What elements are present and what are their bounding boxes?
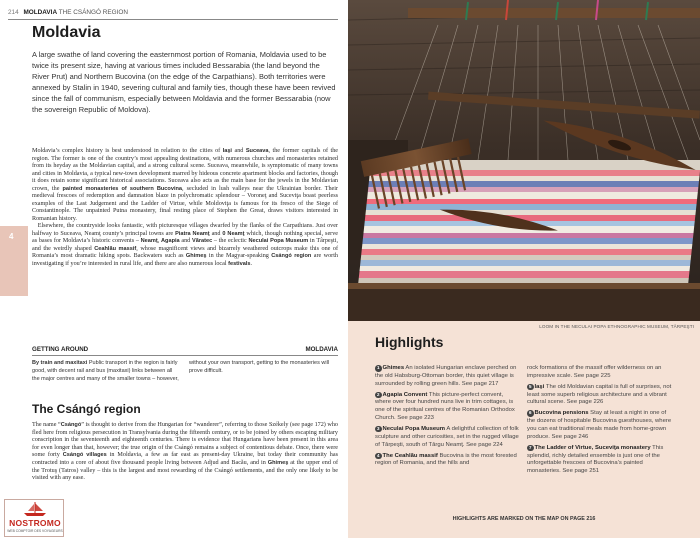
bold-term: Văratec <box>191 238 213 244</box>
section-title: The Csángó region <box>32 402 141 416</box>
bold-term: Neamţ <box>140 238 158 244</box>
text-run: in Moldavia, a few as far east as present-day Ukraine, but today their community has contracted into a core of about five thousand people living between Adjud and Bacău, and in <box>32 452 338 466</box>
running-head-section: MOLDAVIA <box>23 9 58 16</box>
bold-term: festivals <box>228 260 251 267</box>
watermark-logo <box>4 499 64 537</box>
text-run: , the former capitals of the region. The former is one of the country’s most appealing destinations, with numerous churches and monasteries retained from its heyday as the Moldavian capital, and a strong cultural scene. Suceava, meanwhile, is symptomatic of many towns and cities in Moldavia, a typical new-town development marred by hideous concrete apartment blocks and factories, though it does retain some significant historical associations. Suceava also acts as the main base for the jewels in the Moldavian crown, the <box>32 148 338 192</box>
highlight-item <box>527 384 672 407</box>
highlight-name: Neculai Popa Museum <box>382 425 446 432</box>
bold-term: Suceava <box>245 148 269 154</box>
highlight-item <box>527 410 672 441</box>
highlights-title: Highlights <box>375 334 444 350</box>
highlight-number: 7 <box>528 444 532 450</box>
text-run: and <box>209 230 223 237</box>
text-run: The name “ <box>32 422 61 428</box>
highlight-number: 3 <box>376 425 380 431</box>
page-title: Moldavia <box>32 24 101 41</box>
highlight-text: This picture-perfect convent, where over four hundred nuns live in trim cottages, is one of the spiritual centres of the Romanian Orthodox Church. See page 223 <box>375 391 515 421</box>
highlight-text: The old Moldavian capital is full of surprises, not least some superb religious architecture and a vibrant cultural scene. See page 226 <box>527 383 672 406</box>
section-body-text <box>32 422 338 483</box>
bold-term: Csángó <box>60 422 82 428</box>
logo-tagline: WEB COMPTOIR DES VOYAGEURS <box>7 529 63 533</box>
bold-term: Ghimeş <box>267 459 289 466</box>
bold-term: Csángó region <box>271 253 312 259</box>
highlight-name: The Ladder of Virtue, Suceviţa monastery <box>534 444 651 451</box>
running-head-subsection: THE CSÁNGÓ REGION <box>58 9 128 16</box>
getting-around-region: MOLDAVIA <box>305 346 338 353</box>
right-page <box>348 0 700 538</box>
highlight-item <box>375 392 520 423</box>
bold-term: Ceahlău massif <box>94 245 137 252</box>
highlight-number: 1 <box>376 365 380 370</box>
highlights-column-1 <box>375 365 520 471</box>
highlight-number: 2 <box>376 391 380 397</box>
highlight-name: Ghimes <box>382 365 405 371</box>
text-run: at the upper end of the Trotuş (Tatros) valley – this is the largest and most rewarding of the Csángó settlements, and the only one likely to be visited with any ease. <box>32 459 338 482</box>
highlight-text: This splendid, richly detailed ensemble is just one of the unforgettable frescoes of Bucovina’s painted monasteries. See page 251 <box>527 444 664 475</box>
page-number: 214 <box>8 9 19 16</box>
highlight-text: An isolated Hungarian enclave perched on the old Habsburg-Ottoman border, this quiet village is surrounded by rolling green hills. See page 217 <box>375 365 517 387</box>
getting-around-lead: By train and maxitaxi <box>32 360 88 366</box>
highlight-text: Bucovina is the most forested region of Romania, and the hills and <box>375 452 517 467</box>
highlight-number: 4 <box>376 452 380 458</box>
text-run: and <box>232 148 246 154</box>
bold-term: Iaşi <box>222 148 232 154</box>
photo-caption: LOOM IN THE NECULAI POPA ETHNOGRAPHIC MUSEUM, TÂRPEŞTI <box>539 324 694 329</box>
bold-term: Ghimeş <box>185 253 207 259</box>
highlight-item <box>527 445 672 476</box>
chapter-tab <box>0 226 28 296</box>
intro-paragraph: A large swathe of land covering the easternmost portion of Romania, Moldavia used to be twice its present size, having at various times included Bessarabia (the land beyond the River Prut) and Northern Bucovina (on the edge of the Carpathians). Both territories were annexed by Stalin in 1940, severing cultural and family ties, though these have been revived since the fall of communism, especially between Moldavia and the former Bessarabia (now the sovereign Republic of Moldova). <box>32 50 336 115</box>
highlight-text: rock formations of the massif offer wilderness on an impressive scale. See page 225 <box>527 365 662 379</box>
left-page <box>0 0 348 538</box>
loom-photo <box>348 0 700 321</box>
running-head <box>8 9 128 16</box>
text-run: – the eclectic <box>212 238 249 244</box>
highlight-name: Iaşi <box>534 383 545 390</box>
text-run: Moldavia’s complex history is best understood in relation to the cities of <box>32 148 223 154</box>
text-run: Elsewhere, the countryside looks fantastic, with picturesque villages dwarfed by the flanks of the Carpathians. Just over halfway to Suceava, Neamţ county’s principal towns are <box>32 223 339 237</box>
logo-name: NOSTROMO <box>9 518 61 528</box>
bold-term: Piatra Neamţ <box>175 230 210 237</box>
text-run: and <box>179 238 192 244</box>
bold-term: Neculai Popa Museum <box>248 238 309 244</box>
highlights-footer: HIGHLIGHTS ARE MARKED ON THE MAP ON PAGE 216 <box>452 516 596 522</box>
text-run: are worth investigating if you’re interested in rural life, and there are also numerous local <box>32 253 338 267</box>
highlight-text: Stay at least a night in one of the dozens of hospitable Bucovina guesthouses, where you can eat traditional meals made from home-grown produce. See page 246 <box>527 410 672 440</box>
text-run: in the Magyar-speaking <box>206 253 272 259</box>
text-run: , whose magnificent views and bizarrely weathered outcrops make this one of Romania’s most dramatic hiking spots. Backwaters such as <box>32 245 338 259</box>
highlight-item <box>375 426 520 449</box>
bold-term: Csángó villages <box>62 452 107 459</box>
text-run: ” is thought to derive from the Hungarian for “wanderer”, referring to those Székely (see page 172) who fled here from religious persecution in Transylvania during the fifteenth century, or to be joined by others escaping military conscription in the seventeenth and eighteenth centuries. There is evidence that Hungarians have been present in this area for even longer than that, however; the true origin of the Csángó remains a subject of contentious debate. Once, there were some forty <box>32 422 338 459</box>
text-run: which, though nothing special, serve as bases for Moldavia’s historic convents – <box>32 230 339 244</box>
getting-around-header <box>32 346 338 356</box>
text-run: , secluded in lush valleys near the Ukrainian border. Their medieval frescoes of redemption and damnation blaze in polychromatic splendour – Voroneţ and Suceviţa boast peerless examples of the Last Judgement and the Ladder of Virtue, while Moldoviţa is famous for its fresco of the Siege of Constantinople. The unpainted Putna monastery, final resting place of Stephen the Great, draws visitors interested in Romanian history. <box>32 185 339 222</box>
highlight-name: Agapia Convent <box>382 391 428 398</box>
getting-around-text <box>32 359 338 383</box>
ship-icon <box>21 501 49 517</box>
getting-around-title: GETTING AROUND <box>32 346 89 353</box>
highlight-text: A delightful collection of folk sculpture and other curiosities, set in the rugged village of Târpeşti, south of Târgu Neamţ. See page 224 <box>375 425 519 448</box>
highlights-column-2 <box>527 365 672 479</box>
body-text <box>32 148 338 268</box>
header-rule <box>8 19 338 20</box>
highlight-item <box>375 453 520 469</box>
text-run: . <box>250 260 253 267</box>
text-run: in Târpeşti, and the weirdly shaped <box>32 238 338 252</box>
bold-term: 0 Neamţ <box>222 230 245 237</box>
highlight-name: The Ceahlău massif <box>382 452 438 459</box>
highlight-item <box>527 365 672 381</box>
highlight-number: 6 <box>528 410 532 416</box>
text-run: , <box>157 238 161 244</box>
bold-term: painted monasteries of southern Bucovina <box>62 185 183 192</box>
bold-term: Agapia <box>161 238 180 244</box>
loom-image <box>348 0 700 321</box>
getting-around-body: Public transport in the region is fairly good, with decent rail and bus (maxitaxi) links between all the major centres and many of the smaller towns – however, without your own transport, getting to the monasteries will prove difficult. <box>32 360 330 382</box>
highlight-number: 5 <box>528 383 532 389</box>
highlight-name: Bucovina pensions <box>534 410 589 417</box>
highlight-item <box>375 365 520 388</box>
chapter-number: 4 <box>9 232 14 241</box>
